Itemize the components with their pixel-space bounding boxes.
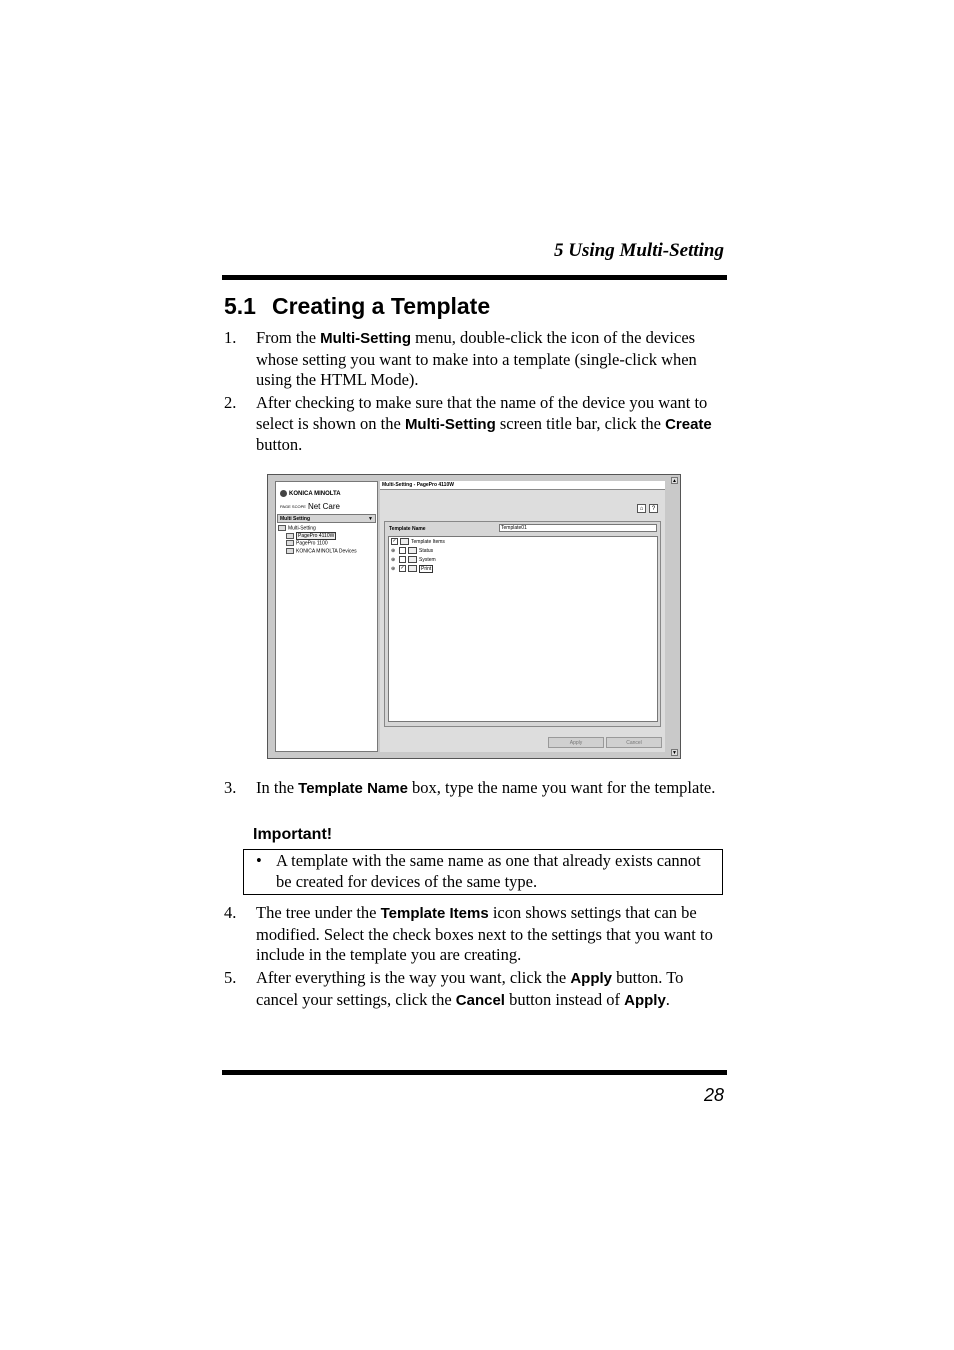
page-number: 28: [703, 1085, 724, 1105]
step-text: From the Multi-Setting menu, double-click the icon of the devices whose setting you want to make into a template (single-click when using the HTML Mode).: [256, 328, 697, 390]
section-number: 5.1: [224, 293, 256, 319]
important-label: Important!: [253, 826, 333, 843]
right-pane: [380, 481, 665, 752]
left-pane: [275, 481, 378, 752]
tree-root[interactable]: Multi-Setting: [278, 525, 357, 533]
step-2: [224, 393, 724, 456]
top-rule: [222, 275, 727, 280]
globe-icon: [280, 490, 287, 497]
tree-item[interactable]: PagePro 4110W: [278, 533, 357, 541]
step-4: [224, 903, 724, 966]
template-name-label: Template Name: [389, 526, 426, 532]
step-text: After everything is the way you want, click the Apply button. To cancel your settings, click the Cancel button instead of Apply.: [256, 968, 684, 1009]
checkbox: ✓: [400, 565, 405, 572]
brand-logo: KONICA MINOLTA: [280, 490, 341, 497]
print-row[interactable]: ⊕ ✓ Print: [391, 565, 432, 572]
expand-icon: ⊕: [391, 548, 396, 554]
folder-icon: [408, 565, 417, 572]
bullet: •: [256, 851, 262, 870]
checkbox: [399, 556, 406, 563]
folder-icon: [400, 538, 409, 545]
note-text: A template with the same name as one that already exists cannot be created for devices of the same type.: [276, 851, 701, 891]
apply-button[interactable]: Apply: [548, 737, 604, 748]
chevron-down-icon[interactable]: ▼: [368, 516, 373, 522]
multi-setting-screenshot: [267, 474, 681, 759]
chapter-header: 5 Using Multi-Setting: [554, 240, 724, 261]
tree-item[interactable]: KONICA MINOLTA Devices: [278, 548, 357, 556]
printer-icon: [286, 533, 294, 539]
step-number: 1.: [224, 328, 237, 347]
scroll-down-icon[interactable]: ▼: [672, 750, 677, 756]
step-3: [224, 778, 724, 800]
step-text: In the Template Name box, type the name you want for the template.: [256, 778, 716, 797]
scroll-up-icon[interactable]: ▲: [672, 478, 677, 484]
status-row[interactable]: ⊕ Status: [391, 548, 434, 554]
printer-icon: [286, 548, 294, 554]
cancel-button[interactable]: Cancel: [606, 737, 662, 748]
folder-icon: [408, 556, 417, 563]
menu-select[interactable]: Multi Setting ▼: [277, 514, 376, 523]
step-number: 2.: [224, 393, 237, 412]
home-icon[interactable]: ⌂: [637, 504, 646, 513]
step-text: After checking to make sure that the name of the device you want to select is shown on the Multi-Setting screen title bar, click the Create button.: [256, 393, 712, 455]
system-row[interactable]: ⊕ System: [391, 557, 436, 563]
step-5: [224, 968, 724, 1011]
section-heading: [224, 293, 490, 320]
product-logo: PAGE SCOPE Net Care: [280, 502, 340, 511]
printer-icon: [286, 540, 294, 546]
tree-item[interactable]: PagePro 1100: [278, 540, 357, 548]
template-panel: [384, 521, 661, 727]
expand-icon: ⊕: [391, 566, 396, 572]
step-number: 3.: [224, 778, 237, 797]
section-title: Creating a Template: [272, 293, 491, 319]
step-text: The tree under the Template Items icon shows settings that can be modified. Select the check boxes next to the settings that you want to include in the template you are creating.: [256, 903, 713, 965]
template-items-row[interactable]: ✓ Template Items: [392, 538, 445, 545]
bottom-rule: [222, 1070, 727, 1075]
device-tree: [278, 525, 357, 555]
folder-icon: [278, 525, 286, 531]
step-number: 4.: [224, 903, 237, 922]
window-title: Multi-Setting - PagePro 4110W: [380, 481, 665, 490]
checkbox: ✓: [392, 538, 397, 545]
template-name-input[interactable]: Template01: [499, 524, 657, 532]
step-1: [224, 328, 724, 391]
step-number: 5.: [224, 968, 237, 987]
expand-icon: ⊕: [391, 557, 396, 563]
folder-icon: [408, 547, 417, 554]
template-items-tree: [388, 536, 658, 722]
important-note: [243, 849, 723, 895]
help-icon[interactable]: ?: [649, 504, 658, 513]
checkbox: [399, 547, 406, 554]
